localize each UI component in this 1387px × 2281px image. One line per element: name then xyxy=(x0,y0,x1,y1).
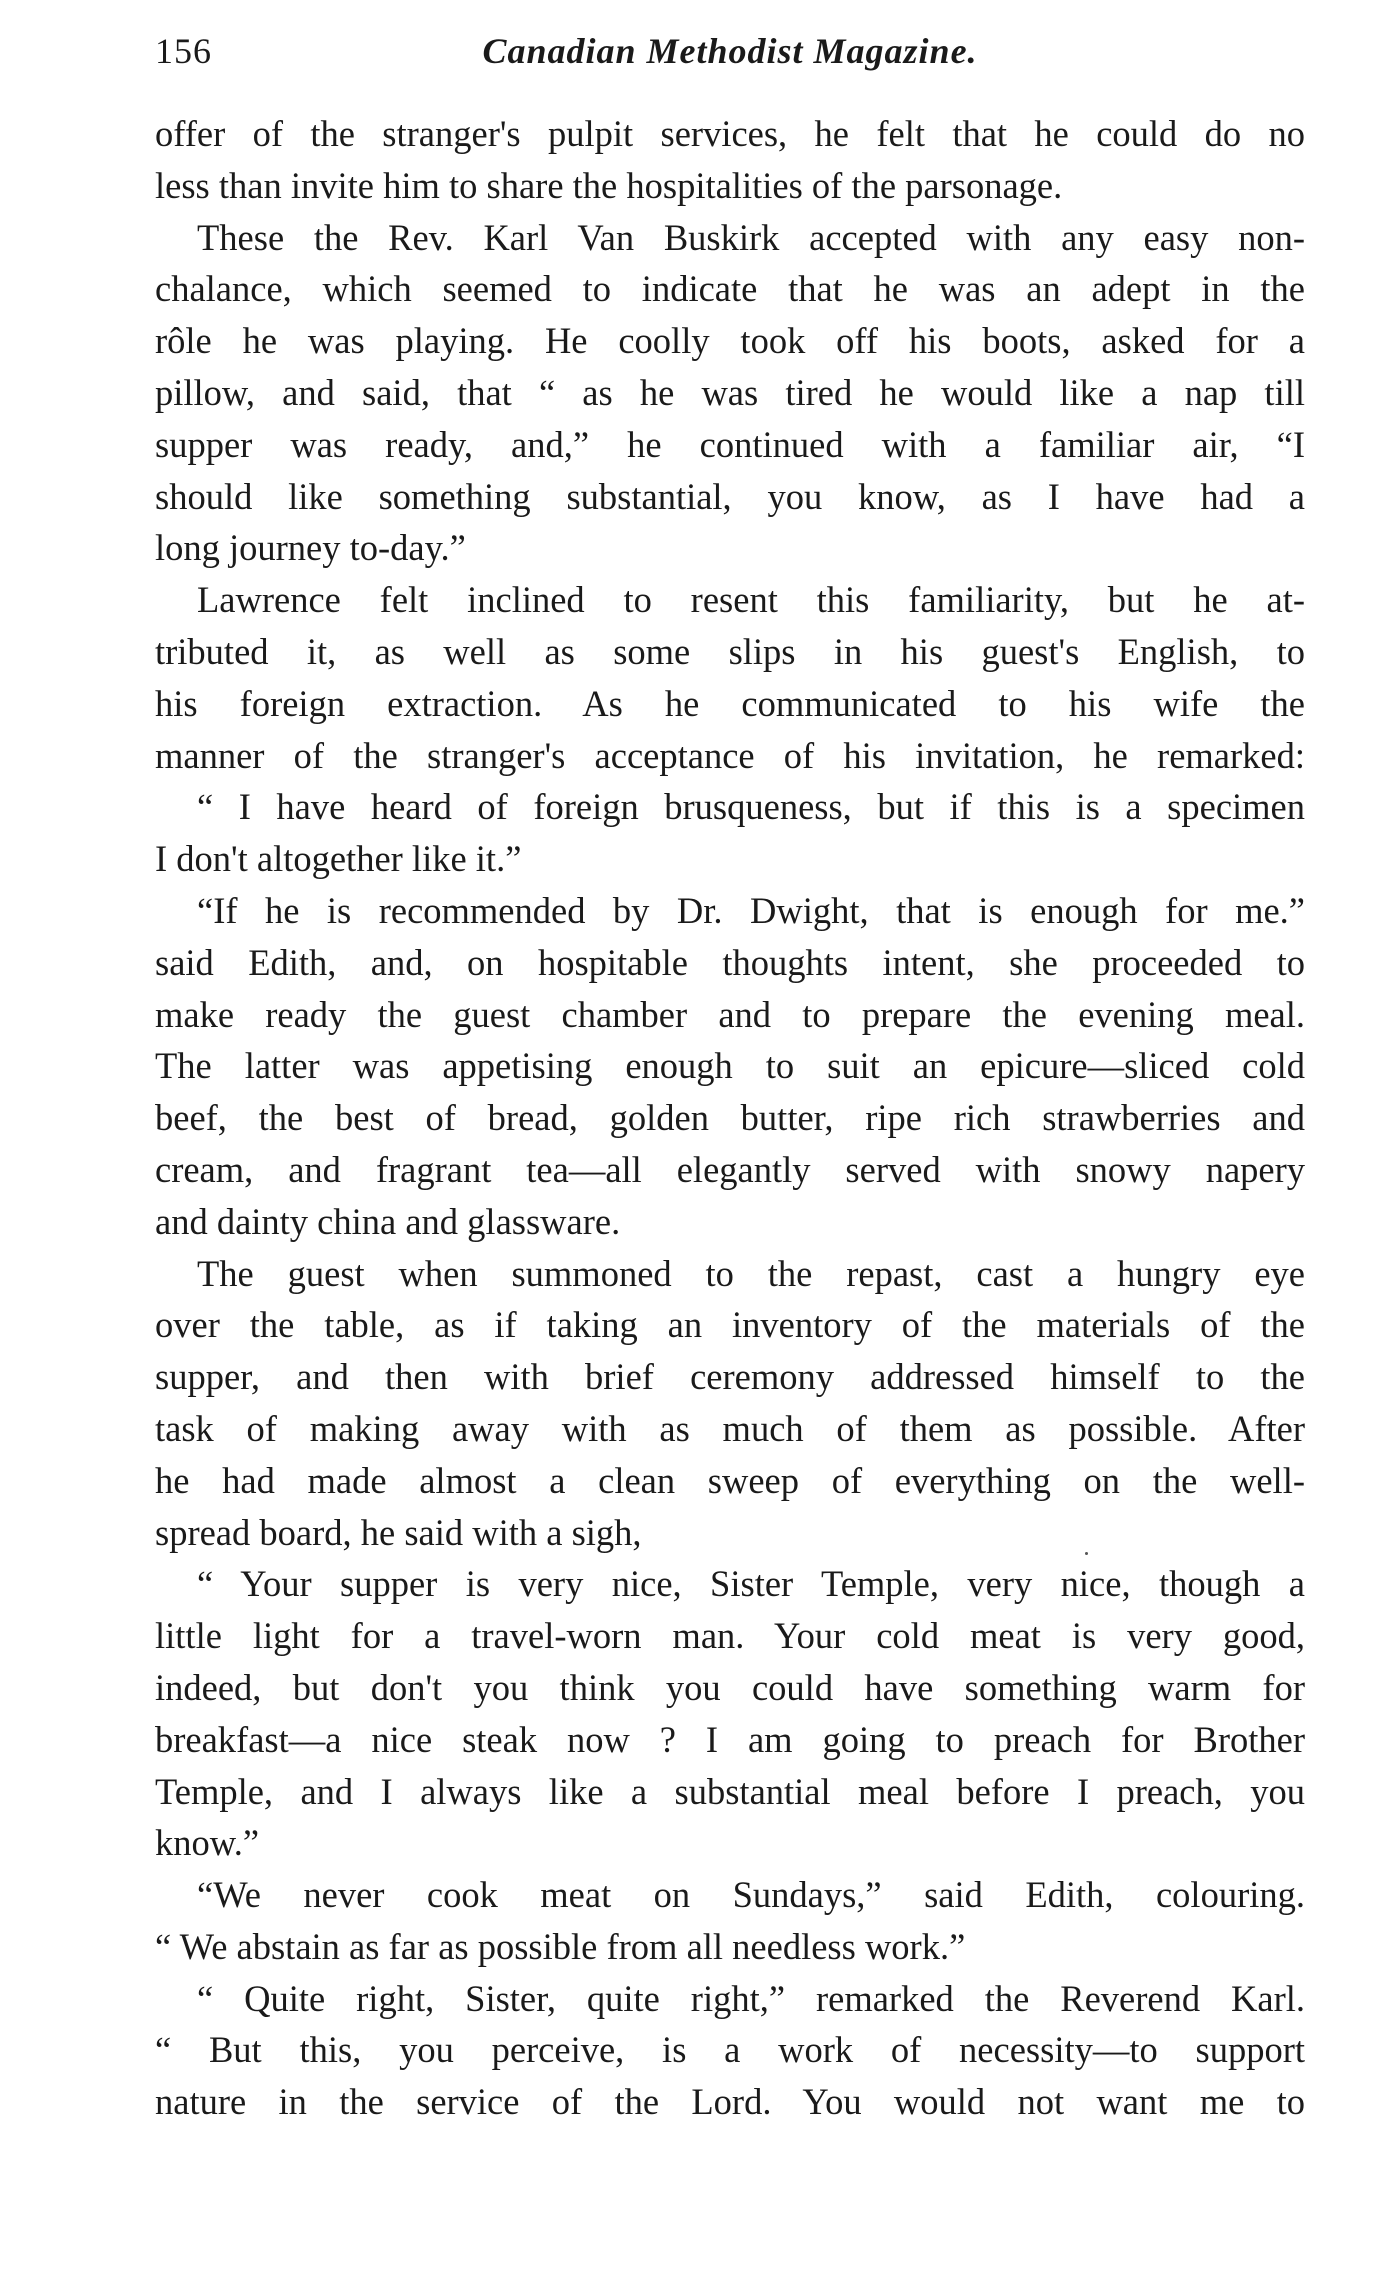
text-line: The guest when summoned to the repast, cast a hungry eye xyxy=(197,1252,1305,1294)
text-line: “ Your supper is very nice, Sister Temple, very nice, though a xyxy=(197,1563,1305,1605)
text-line: should like something substantial, you know, as I have had a xyxy=(155,475,1305,517)
text-line: chalance, which seemed to indicate that he was an adept in the xyxy=(155,268,1305,310)
text-line: know.” xyxy=(155,1822,260,1864)
text-line: pillow, and said, that “ as he was tired he would like a nap till xyxy=(155,371,1305,413)
text-line: over the table, as if taking an inventory of the materials of the xyxy=(155,1304,1305,1346)
text-line: spread board, he said with a sigh, xyxy=(155,1511,642,1553)
text-line: The latter was appetising enough to suit an epicure—sliced cold xyxy=(155,1045,1305,1087)
text-line: nature in the service of the Lord. You would not want me to xyxy=(155,2081,1305,2123)
text-line: “ But this, you perceive, is a work of necessity—to support xyxy=(155,2029,1305,2071)
text-line: Temple, and I always like a substantial meal before I preach, you xyxy=(155,1770,1305,1812)
text-line: and dainty china and glassware. xyxy=(155,1200,621,1242)
body-text xyxy=(155,108,1305,2128)
text-line: indeed, but don't you think you could have something warm for xyxy=(155,1666,1305,1708)
page-header xyxy=(155,30,1305,90)
text-line: little light for a travel-worn man. Your cold meat is very good, xyxy=(155,1615,1305,1657)
scan-speck xyxy=(1085,1552,1088,1555)
text-line: These the Rev. Karl Van Buskirk accepted with any easy non- xyxy=(197,216,1305,258)
text-line: task of making away with as much of them as possible. After xyxy=(155,1407,1305,1449)
page-number: 156 xyxy=(155,31,212,71)
text-line: Lawrence felt inclined to resent this familiarity, but he at- xyxy=(197,579,1305,621)
text-line: long journey to-day.” xyxy=(155,527,466,569)
text-line: he had made almost a clean sweep of everything on the well- xyxy=(155,1459,1305,1501)
text-line: “ We abstain as far as possible from all needless work.” xyxy=(155,1925,966,1967)
text-line: manner of the stranger's acceptance of his invitation, he remarked: xyxy=(155,734,1305,776)
text-line: “ I have heard of foreign brusqueness, but if this is a specimen xyxy=(197,786,1305,828)
text-line: make ready the guest chamber and to prepare the evening meal. xyxy=(155,993,1305,1035)
text-line: I don't altogether like it.” xyxy=(155,838,522,880)
text-line: beef, the best of bread, golden butter, ripe rich strawberries and xyxy=(155,1097,1305,1139)
text-line: “If he is recommended by Dr. Dwight, that is enough for me.” xyxy=(197,889,1305,931)
book-page xyxy=(155,30,1305,2128)
text-line: supper was ready, and,” he continued with a familiar air, “I xyxy=(155,423,1305,465)
text-line: cream, and fragrant tea—all elegantly served with snowy napery xyxy=(155,1148,1305,1190)
text-line: rôle he was playing. He coolly took off his boots, asked for a xyxy=(155,320,1305,362)
text-line: his foreign extraction. As he communicated to his wife the xyxy=(155,682,1305,724)
text-line: breakfast—a nice steak now ? I am going to preach for Brother xyxy=(155,1718,1305,1760)
text-line: “We never cook meat on Sundays,” said Edith, colouring. xyxy=(197,1874,1305,1916)
text-line: said Edith, and, on hospitable thoughts intent, she proceeded to xyxy=(155,941,1305,983)
running-title: Canadian Methodist Magazine. xyxy=(482,31,978,71)
text-line: offer of the stranger's pulpit services, he felt that he could do no xyxy=(155,113,1305,154)
text-line: supper, and then with brief ceremony addressed himself to the xyxy=(155,1356,1305,1398)
text-line: “ Quite right, Sister, quite right,” remarked the Reverend Karl. xyxy=(197,1977,1305,2019)
text-line: less than invite him to share the hospitalities of the parsonage. xyxy=(155,164,1063,206)
text-line: tributed it, as well as some slips in his guest's English, to xyxy=(155,630,1305,672)
